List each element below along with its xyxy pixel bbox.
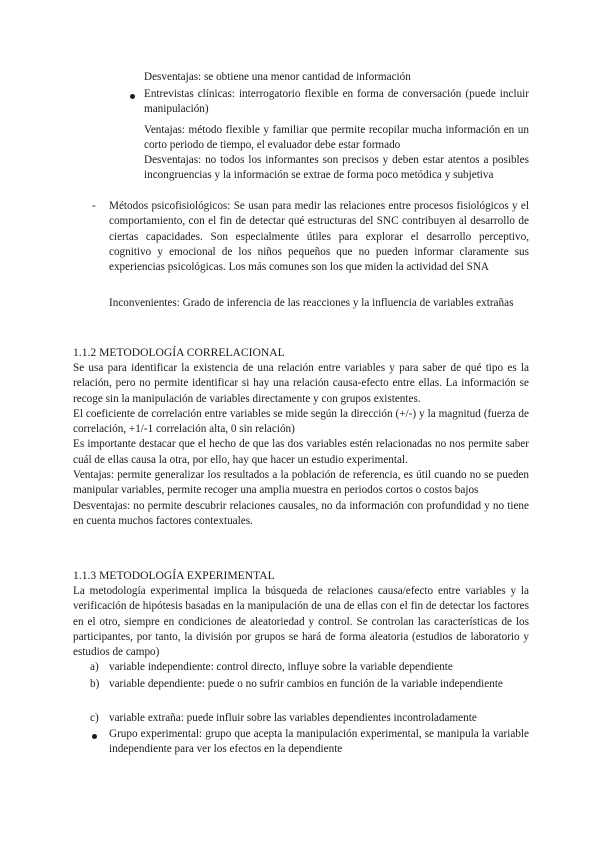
correlacional-p4: Ventajas: permite generalizar los resultados a la población de referencia, es útil cuando no se pueden manipular variables, permite recoger una amplia muestra en periodos cortos o costos bajos <box>73 469 529 497</box>
desventajas-entrevistas: Desventajas: no todos los informantes son precisos y deben estar atentos a posibles incongruencias y la información se extrae de forma poco metódica y subjetiva <box>144 154 529 182</box>
entrevistas-item: Entrevistas clínicas: interrogatorio flexible en forma de conversación (puede incluir manipulación) <box>144 88 529 116</box>
list-marker: c) <box>90 712 99 724</box>
correlacional-p2: El coeficiente de correlación entre variables se mide según la dirección (+/-) y la magnitud (fuerza de correlación, +1/-1 correlación alta, 0 sin relación) <box>73 407 529 436</box>
grupo-experimental-item: Grupo experimental: grupo que acepta la manipulación experimental, se manipula la variable independiente para ver los efectos en la dependiente <box>109 728 529 756</box>
list-item: variable independiente: control directo, influye sobre la variable dependiente <box>109 661 453 673</box>
correlacional-p1: Se usa para identificar la existencia de una relación entre variables y para saber de qué tipo es la relación, pero no permite identificar si hay una relación causa-efecto entre ellas. La información se recoge sin la manipulación de variables directamente y con grupos existentes. <box>73 362 529 405</box>
experimental-p1: La metodología experimental implica la búsqueda de relaciones causa/efecto entre variables y la verificación de hipótesis basadas en la manipulación de una de ellas con el fin de detectar los factores en el otro, siempre en condiciones de aleatoriedad y control. Se controlan las características de los participantes, por tanto, la división por grupos se hará de forma aleatoria (estudios de laboratorio y estudios de campo) <box>73 585 529 659</box>
experimental-body <box>73 584 529 660</box>
desventajas-cuestionario: Desventajas: se obtiene una menor cantidad de información <box>144 71 411 83</box>
bullet-icon <box>92 734 97 739</box>
list-item: variable dependiente: puede o no sufrir cambios en función de la variable independiente <box>109 678 503 690</box>
dash-marker: - <box>92 200 96 212</box>
list-item: variable extraña: puede influir sobre las variables dependientes incontroladamente <box>109 712 477 724</box>
psicofisiologicos-item: Métodos psicofisiológicos: Se usan para medir las relaciones entre procesos fisiológicos y el comportamiento, con el fin de detectar qué estructuras del SNC contribuyen al desarrollo de ciertas capacidades. Son especialmente útiles para explorar el desarrollo perceptivo, cognitivo y emocional de los niños pequeños que no pueden informar claramente sus experiencias psicológicas. Los más comunes son los que miden la actividad del SNA <box>109 200 529 274</box>
bullet-icon <box>130 94 135 99</box>
correlacional-p3: Es importante destacar que el hecho de que las dos variables estén relacionadas no nos permite saber cuál de ellas causa la otra, por ello, hay que hacer un estudio experimental. <box>73 438 529 466</box>
list-marker: a) <box>90 661 99 673</box>
ventajas-entrevistas: Ventajas: método flexible y familiar que permite recopilar mucha información en un corto periodo de tiempo, el evaluador debe estar formado <box>144 124 529 152</box>
heading-correlacional: 1.1.2 METODOLOGÍA CORRELACIONAL <box>73 346 285 359</box>
inconvenientes-text: Inconvenientes: Grado de inferencia de las reacciones y la influencia de variables extrañas <box>109 297 514 309</box>
heading-experimental: 1.1.3 METODOLOGÍA EXPERIMENTAL <box>73 569 275 582</box>
correlacional-p5: Desventajas: no permite descubrir relaciones causales, no da información con profundidad y no tiene en cuenta muchos factores contextuales. <box>73 499 529 527</box>
list-marker: b) <box>90 678 100 690</box>
correlacional-body <box>73 361 529 529</box>
